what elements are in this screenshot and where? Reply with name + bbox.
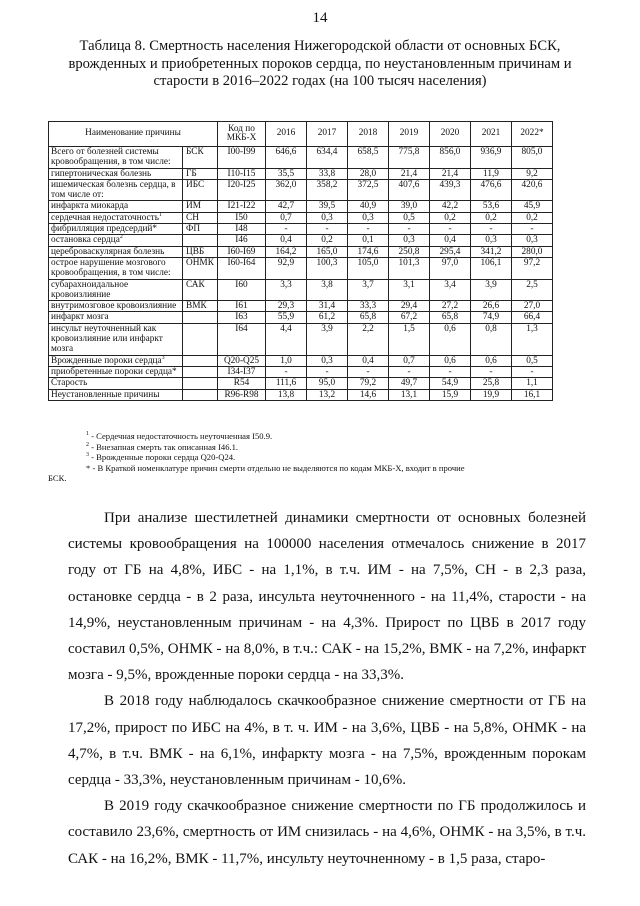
footnote-mark: 3 (86, 452, 89, 459)
header-cause: Наименование причины (49, 122, 218, 147)
footnote-mark: 1 (86, 431, 89, 437)
table-row (49, 389, 595, 400)
header-icd-code: Код по МКБ-Х (218, 122, 266, 147)
value-cell: 66,4 (512, 312, 553, 323)
value-cell: - (471, 224, 512, 235)
mortality-table (48, 121, 595, 401)
value-cell: 407,6 (389, 179, 430, 201)
value-cell: 1,5 (389, 323, 430, 355)
value-cell: 341,2 (471, 246, 512, 257)
value-cell: 0,3 (348, 212, 389, 223)
table-row (49, 257, 595, 279)
footnote (48, 473, 592, 484)
cause-name-cell (49, 366, 183, 377)
value-cell: 0,4 (348, 355, 389, 366)
header-year: 2021 (471, 122, 512, 147)
footnotes (48, 431, 592, 484)
cause-abbr: ФП (183, 224, 218, 235)
value-cell: 936,9 (471, 147, 512, 169)
value-cell: - (266, 224, 307, 235)
value-cell: 21,4 (430, 168, 471, 179)
value-cell: 0,3 (512, 235, 553, 246)
value-cell: 164,2 (266, 246, 307, 257)
value-cell: 21,4 (389, 168, 430, 179)
cause-abbr: ГБ (183, 168, 218, 179)
value-cell: 1,1 (512, 378, 553, 389)
table-row (49, 378, 595, 389)
value-cell: 95,0 (307, 378, 348, 389)
value-cell: - (471, 366, 512, 377)
icd-code: I48 (218, 224, 266, 235)
value-cell: 0,7 (266, 212, 307, 223)
table-row (49, 224, 595, 235)
value-cell: 476,6 (471, 179, 512, 201)
value-cell: 29,4 (389, 301, 430, 312)
paragraph: При анализе шестилетней динамики смертности от основных болезней системы кровообращения на 100000 населения отмечалось снижение в 2017 году от ГБ на 4,8%, ИБС - на 1,1%, в т.ч. ИМ - на 7,5%, СН - в 2,3 раза, остановке сердца - в 2 раза, инсульта неуточненного - на 11,4%, старости - на 14,9%, неустановленным причинам - на 4,3%. Прирост по ЦВБ в 2017 году составил 0,5%, ОНМК - на 8,0%, в т.ч.: САК - на 15,2%, ВМК - на 7,2%, инфаркт мозга - 9,5%, врожденные пороки сердца - на 33,3%. (68, 510, 586, 684)
value-cell: 0,6 (471, 355, 512, 366)
value-cell: 33,3 (348, 301, 389, 312)
cause-abbr (183, 389, 218, 400)
value-cell: - (348, 366, 389, 377)
cause-name-cell (49, 147, 183, 169)
footnote-text: БСК. (48, 473, 67, 484)
value-cell: - (389, 366, 430, 377)
value-cell: 250,8 (389, 246, 430, 257)
value-cell: 61,2 (307, 312, 348, 323)
value-cell: 14,6 (348, 389, 389, 400)
value-cell: 3,3 (266, 279, 307, 301)
header-year: 2020 (430, 122, 471, 147)
cause-name: Неустановленные причины (51, 389, 160, 400)
cause-name-cell (49, 279, 183, 301)
value-cell: 0,2 (430, 212, 471, 223)
cause-name: Всего от болезней системы кровообращения, в том числе: (51, 147, 171, 168)
value-cell: 420,6 (512, 179, 553, 201)
value-cell: 105,0 (348, 257, 389, 279)
footnote (86, 452, 592, 463)
cause-name-cell (49, 201, 183, 212)
cause-name: Врожденные пороки сердца (51, 355, 162, 366)
footnote (86, 463, 592, 474)
value-cell: 1,3 (512, 323, 553, 355)
cause-name-cell (49, 389, 183, 400)
paragraph: В 2019 году скачкообразное снижение смертности по ГБ продолжилось и составило 23,6%, смертность от ИМ снизилась - на 4,6%, ОНМК - на 3,5%, в т.ч. САК - на 16,2%, ВМК - 11,7%, инсульту неуточненному - в 1,5 раза, старо- (68, 798, 586, 867)
cause-name: гипертоническая болезнь (51, 168, 152, 179)
value-cell: 3,9 (471, 279, 512, 301)
value-cell: 0,7 (389, 355, 430, 366)
icd-code: I20-I25 (218, 179, 266, 201)
value-cell: 775,8 (389, 147, 430, 169)
value-cell: 2,5 (512, 279, 553, 301)
value-cell: 13,8 (266, 389, 307, 400)
value-cell: 42,7 (266, 201, 307, 212)
value-cell: 0,1 (348, 235, 389, 246)
value-cell: 3,8 (307, 279, 348, 301)
value-cell: 174,6 (348, 246, 389, 257)
value-cell: 1,0 (266, 355, 307, 366)
cause-name-cell (49, 168, 183, 179)
icd-code: Q20-Q25 (218, 355, 266, 366)
footnote-text: - Сердечная недостаточность неуточненная I50.9. (89, 431, 273, 441)
value-cell: 111,6 (266, 378, 307, 389)
value-cell: 42,2 (430, 201, 471, 212)
header-year: 2018 (348, 122, 389, 147)
icd-code: I63 (218, 312, 266, 323)
value-cell: 646,6 (266, 147, 307, 169)
cause-abbr: САК (183, 279, 218, 301)
value-cell: - (512, 366, 553, 377)
value-cell: 65,8 (430, 312, 471, 323)
value-cell: 39,0 (389, 201, 430, 212)
cause-name-cell (49, 257, 183, 279)
value-cell: 0,8 (471, 323, 512, 355)
icd-code: I60-I69 (218, 246, 266, 257)
table-row (49, 212, 595, 223)
header-year: 2019 (389, 122, 430, 147)
cause-name: острое нарушение мозгового кровообращения, в том числе: (51, 257, 171, 279)
value-cell: - (266, 366, 307, 377)
value-cell: 0,2 (471, 212, 512, 223)
cause-abbr (183, 355, 218, 366)
cause-name: приобретенные пороки сердца* (51, 366, 177, 377)
value-cell: 31,4 (307, 301, 348, 312)
header-year: 2017 (307, 122, 348, 147)
value-cell: - (430, 224, 471, 235)
table-row (49, 179, 595, 201)
cause-abbr: СН (183, 212, 218, 223)
cause-abbr: ВМК (183, 301, 218, 312)
value-cell: 28,0 (348, 168, 389, 179)
value-cell: 0,3 (389, 235, 430, 246)
value-cell: 25,8 (471, 378, 512, 389)
value-cell: 358,2 (307, 179, 348, 201)
value-cell: 0,5 (512, 355, 553, 366)
icd-code: I60-I64 (218, 257, 266, 279)
cause-abbr: ИМ (183, 201, 218, 212)
value-cell: - (307, 224, 348, 235)
cause-abbr: ИБС (183, 179, 218, 201)
value-cell: 3,4 (430, 279, 471, 301)
cause-name-cell (49, 301, 183, 312)
value-cell: - (430, 366, 471, 377)
cause-name: инфаркта миокарда (51, 201, 129, 212)
value-cell: 54,9 (430, 378, 471, 389)
cause-abbr (183, 235, 218, 246)
value-cell: 280,0 (512, 246, 553, 257)
footnote-mark: 1 (158, 211, 162, 218)
value-cell: 15,9 (430, 389, 471, 400)
footnote (86, 431, 592, 442)
footnote (86, 442, 592, 453)
value-cell: 13,1 (389, 389, 430, 400)
value-cell: 79,2 (348, 378, 389, 389)
icd-code: I00-I99 (218, 147, 266, 169)
value-cell: 634,4 (307, 147, 348, 169)
value-cell: 805,0 (512, 147, 553, 169)
cause-name-cell (49, 312, 183, 323)
value-cell: 658,5 (348, 147, 389, 169)
icd-code: I46 (218, 235, 266, 246)
icd-code: I10-I15 (218, 168, 266, 179)
value-cell: 0,4 (266, 235, 307, 246)
value-cell: 97,0 (430, 257, 471, 279)
value-cell: 65,8 (348, 312, 389, 323)
cause-name: фибрилляция предсердий* (51, 224, 158, 235)
table-header-row (49, 122, 595, 147)
value-cell: 101,3 (389, 257, 430, 279)
value-cell: - (512, 224, 553, 235)
cause-name: сердечная недостаточность (51, 212, 159, 223)
value-cell: 16,1 (512, 389, 553, 400)
value-cell: 33,8 (307, 168, 348, 179)
cause-abbr: БСК (183, 147, 218, 169)
value-cell: 26,6 (471, 301, 512, 312)
value-cell: 74,9 (471, 312, 512, 323)
value-cell: 0,4 (430, 235, 471, 246)
cause-name-cell (49, 235, 183, 246)
table-header (49, 122, 595, 147)
value-cell: 0,3 (307, 212, 348, 223)
value-cell: 53,6 (471, 201, 512, 212)
icd-code: R54 (218, 378, 266, 389)
footnote-mark: 2 (119, 234, 123, 241)
value-cell: 97,2 (512, 257, 553, 279)
table-caption: Таблица 8. Смертность населения Нижегородской области от основных БСК, врожденных и приобретенных пороков сердца, по неустановленным причинам и старости в 2016–2022 годах (на 100 тысяч населения) (68, 38, 572, 89)
cause-abbr (183, 323, 218, 355)
value-cell: - (307, 366, 348, 377)
table-row (49, 355, 595, 366)
cause-name: ишемическая болезнь сердца, в том числе от: (51, 179, 176, 201)
icd-code: I64 (218, 323, 266, 355)
value-cell: 0,6 (430, 355, 471, 366)
table-row (49, 147, 595, 169)
value-cell: 11,9 (471, 168, 512, 179)
icd-code: I61 (218, 301, 266, 312)
table-row (49, 279, 595, 301)
body-text (68, 505, 586, 872)
value-cell: 3,9 (307, 323, 348, 355)
cause-abbr (183, 378, 218, 389)
table-row (49, 235, 595, 246)
table-row (49, 201, 595, 212)
table-row (49, 312, 595, 323)
table-row (49, 246, 595, 257)
value-cell: 35,5 (266, 168, 307, 179)
value-cell: 27,2 (430, 301, 471, 312)
icd-code: I60 (218, 279, 266, 301)
cause-name: Старость (51, 378, 88, 389)
value-cell: 19,9 (471, 389, 512, 400)
footnote-text: - Врожденные пороки сердца Q20-Q24. (89, 452, 236, 463)
value-cell: 0,2 (307, 235, 348, 246)
cause-name-cell (49, 224, 183, 235)
cause-name-cell (49, 246, 183, 257)
value-cell: 27,0 (512, 301, 553, 312)
cause-abbr: ЦВБ (183, 246, 218, 257)
cause-name-cell (49, 355, 183, 366)
header-year: 2022* (512, 122, 553, 147)
value-cell: 295,4 (430, 246, 471, 257)
value-cell: 39,5 (307, 201, 348, 212)
table-body (49, 147, 595, 401)
value-cell: 0,5 (389, 212, 430, 223)
value-cell: 0,3 (471, 235, 512, 246)
cause-abbr (183, 366, 218, 377)
value-cell: 49,7 (389, 378, 430, 389)
table-row (49, 323, 595, 355)
header-year: 2016 (266, 122, 307, 147)
value-cell: 0,2 (512, 212, 553, 223)
cause-name-cell (49, 323, 183, 355)
cause-name: инфаркт мозга (51, 312, 109, 323)
cause-abbr: ОНМК (183, 257, 218, 279)
value-cell: 0,6 (430, 323, 471, 355)
page-number: 14 (312, 10, 328, 26)
value-cell: 372,5 (348, 179, 389, 201)
value-cell: 40,9 (348, 201, 389, 212)
value-cell: 362,0 (266, 179, 307, 201)
cause-name-cell (49, 378, 183, 389)
value-cell: 856,0 (430, 147, 471, 169)
footnote-mark: 2 (86, 441, 89, 448)
value-cell: 100,3 (307, 257, 348, 279)
value-cell: 67,2 (389, 312, 430, 323)
cause-name: субарахноидальное кровоизлияние (51, 279, 129, 300)
table-row (49, 366, 595, 377)
cause-name: инсульт неуточненный как кровоизлияние или инфаркт мозга (51, 323, 163, 355)
cause-name: цереброваскулярная болезнь (51, 246, 165, 257)
value-cell: 13,2 (307, 389, 348, 400)
value-cell: 9,2 (512, 168, 553, 179)
icd-code: R96-R98 (218, 389, 266, 400)
table-row (49, 301, 595, 312)
value-cell: 4,4 (266, 323, 307, 355)
icd-code: I21-I22 (218, 201, 266, 212)
value-cell: 3,7 (348, 279, 389, 301)
value-cell: 55,9 (266, 312, 307, 323)
footnote-mark: 3 (161, 354, 165, 361)
value-cell: - (389, 224, 430, 235)
value-cell: 106,1 (471, 257, 512, 279)
cause-name: остановка сердца (51, 235, 120, 246)
value-cell: - (348, 224, 389, 235)
value-cell: 92,9 (266, 257, 307, 279)
icd-code: I34-I37 (218, 366, 266, 377)
table-row (49, 168, 595, 179)
footnote-text: * - В Краткой номенклатуре причин смерти отдельно не выделяются по кодам МКБ-Х, входит в прочие (86, 462, 465, 473)
value-cell: 439,3 (430, 179, 471, 201)
value-cell: 0,3 (307, 355, 348, 366)
cause-abbr (183, 312, 218, 323)
footnote-text: - Внезапная смерть так описанная I46.1. (89, 441, 239, 452)
value-cell: 3,1 (389, 279, 430, 301)
cause-name: внутримозговое кровоизлияние (51, 301, 177, 312)
value-cell: 2,2 (348, 323, 389, 355)
cause-name-cell (49, 179, 183, 201)
value-cell: 29,3 (266, 301, 307, 312)
value-cell: 45,9 (512, 201, 553, 212)
paragraph: В 2018 году наблюдалось скачкообразное снижение смертности от ГБ на 17,2%, прирост по ИБС на 4%, в т. ч. ИМ - на 3,6%, ЦВБ - на 5,8%, ОНМК - на 4,7%, в т.ч. ВМК - на 6,1%, инфаркту мозга - на 7,5%, врожденным порокам сердца - 33,3%, неустановленным причинам - 10,6%. (68, 693, 586, 789)
icd-code: I50 (218, 212, 266, 223)
cause-name-cell (49, 212, 183, 223)
value-cell: 165,0 (307, 246, 348, 257)
